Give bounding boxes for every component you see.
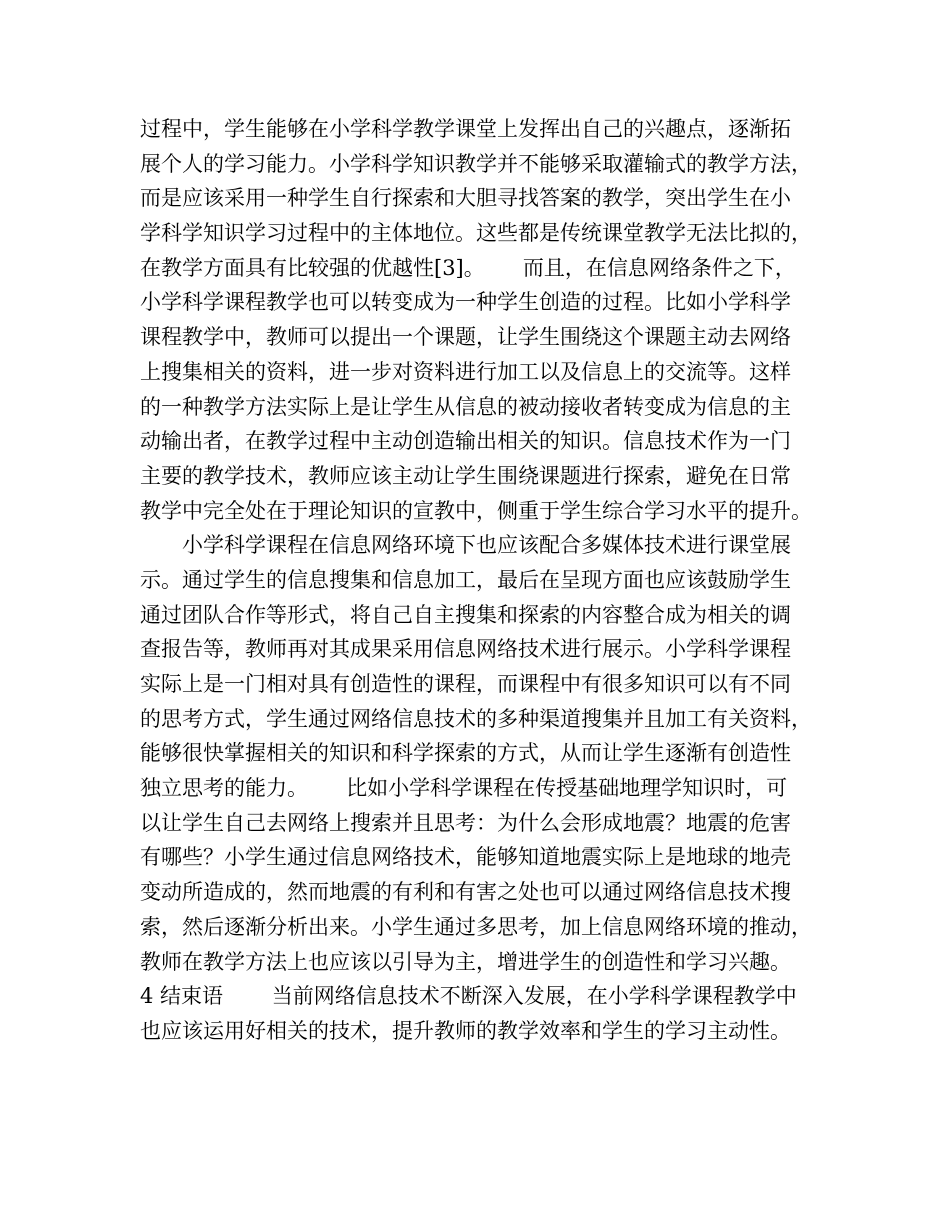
text-line: 示。通过学生的信息搜集和信息加工，最后在呈现方面也应该鼓励学生 [140,567,791,592]
text-line: 的思考方式，学生通过网络信息技术的多种渠道搜集并且加工有关资料， [140,706,812,731]
text-line: 的一种教学方法实际上是让学生从信息的被动接收者转变成为信息的主 [140,394,791,419]
section-heading-line: 4 结束语 当前网络信息技术不断深入发展，在小学科学课程教学中 [140,984,797,1009]
text-line: 课程教学中，教师可以提出一个课题，让学生围绕这个课题主动去网络 [140,325,791,350]
text-line: 而是应该采用一种学生自行探索和大胆寻找答案的教学，突出学生在小 [140,186,791,211]
text-line: 学科学知识学习过程中的主体地位。这些都是传统课堂教学无法比拟的， [140,221,812,246]
text-line: 查报告等，教师再对其成果采用信息网络技术进行展示。小学科学课程 [140,637,791,662]
text-line: 在教学方面具有比较强的优越性[3]。 而且，在信息网络条件之下， [140,255,796,280]
text-line: 能够很快掌握相关的知识和科学探索的方式，从而让学生逐渐有创造性 [140,741,791,766]
text-line: 以让学生自己去网络上搜索并且思考：为什么会形成地震？地震的危害 [140,810,791,835]
text-line: 小学科学课程在信息网络环境下也应该配合多媒体技术进行课堂展 [140,533,791,558]
body-text [140,112,820,1049]
text-line: 通过团队合作等形式，将自己自主搜集和探索的内容整合成为相关的调 [140,602,791,627]
text-line: 教师在教学方法上也应该以引导为主，增进学生的创造性和学习兴趣。 [140,949,791,974]
text-line: 展个人的学习能力。小学科学知识教学并不能够采取灌输式的教学方法， [140,151,812,176]
text-line: 动输出者，在教学过程中主动创造输出相关的知识。信息技术作为一门 [140,429,791,454]
text-line: 有哪些？小学生通过信息网络技术，能够知道地震实际上是地球的地壳 [140,845,791,870]
text-line: 也应该运用好相关的技术，提升教师的教学效率和学生的学习主动性。 [140,1018,791,1043]
text-line: 小学科学课程教学也可以转变成为一种学生创造的过程。比如小学科学 [140,290,791,315]
text-line: 过程中，学生能够在小学科学教学课堂上发挥出自己的兴趣点，逐渐拓 [140,117,791,141]
text-line: 变动所造成的，然而地震的有利和有害之处也可以通过网络信息技术搜 [140,880,791,905]
text-line: 实际上是一门相对具有创造性的课程，而课程中有很多知识可以有不同 [140,672,791,696]
text-line: 教学中完全处在于理论知识的宣教中，侧重于学生综合学习水平的提升。 [140,498,812,523]
text-line: 索，然后逐渐分析出来。小学生通过多思考，加上信息网络环境的推动， [140,914,812,939]
text-line: 上搜集相关的资料，进一步对资料进行加工以及信息上的交流等。这样 [140,359,791,384]
text-line: 主要的教学技术，教师应该主动让学生围绕课题进行探索，避免在日常 [140,463,791,488]
text-line: 独立思考的能力。 比如小学科学课程在传授基础地理学知识时，可 [140,776,788,801]
